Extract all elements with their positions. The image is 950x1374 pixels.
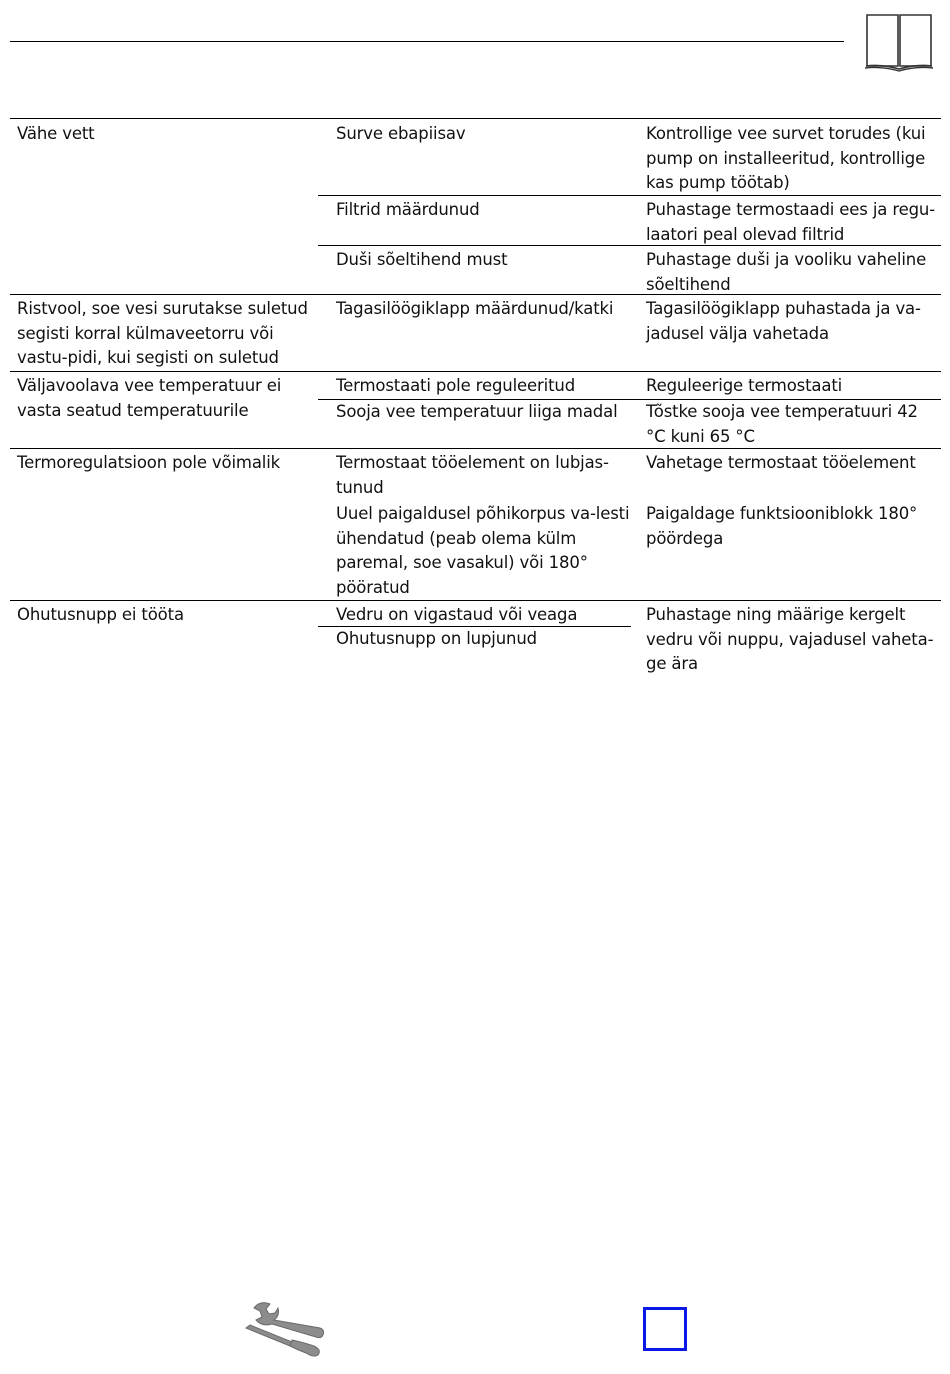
table-group [10,600,941,691]
cause-cell: Ohutusnupp on lupjunud [336,629,537,648]
header-rule [10,41,844,42]
table-group [10,448,941,600]
remedy-cell: Puhastage ning määrige kergelt vedru või nuppu, vajadusel vaheta-ge ära [646,605,934,674]
cause-cell: Uuel paigaldusel põhikorpus va-lesti ühendatud (peab olema külm paremal, soe vasakul) või 180° pööratud [336,504,630,597]
remedy-cell: Puhastage termostaadi ees ja regu-laatori peal olevad filtrid [646,200,936,244]
cause-cell: Sooja vee temperatuur liiga madal [336,402,618,421]
remedy-cell: Reguleerige termostaati [646,376,843,395]
troubleshooting-table [10,118,941,691]
problem-cell: Termoregulatsioon pole võimalik [17,453,281,472]
row-divider [318,195,941,196]
remedy-cell: Puhastage duši ja vooliku vaheline sõeltihend [646,250,927,294]
problem-cell: Vähe vett [17,124,95,143]
wrench-screwdriver-icon [242,1300,326,1358]
remedy-cell: Kontrollige vee survet torudes (kui pump on installeeritud, kontrollige kas pump töötab) [646,124,926,193]
problem-cell: Ristvool, soe vesi surutakse suletud segisti korral külmaveetorru või vastu-pidi, kui segisti on suletud [17,299,308,368]
table-group [10,118,941,294]
table-group [10,294,941,371]
open-book-icon [864,12,934,72]
cause-cell: Vedru on vigastaud või veaga [336,605,578,624]
cause-cell: Termostaat tööelement on lubjas-tunud [336,453,609,497]
cause-cell: Filtrid määrdunud [336,200,480,219]
remedy-cell: Tõstke sooja vee temperatuuri 42 °C kuni 65 °C [646,402,918,446]
remedy-cell: Tagasilöögiklapp puhastada ja va-jadusel välja vahetada [646,299,921,343]
cause-cell: Duši sõeltihend must [336,250,508,269]
table-group [10,371,941,448]
cause-cell: Termostaati pole reguleeritud [336,376,576,395]
cause-cell: Surve ebapiisav [336,124,466,143]
blue-square-icon [643,1307,687,1351]
remedy-cell: Vahetage termostaat tööelement [646,453,916,472]
problem-cell: Ohutusnupp ei tööta [17,605,184,624]
remedy-cell: Paigaldage funktsiooniblokk 180° pöördega [646,504,918,548]
problem-cell: Väljavoolava vee temperatuur ei vasta seatud temperatuurile [17,376,282,420]
row-divider [318,245,941,246]
cause-cell: Tagasilöögiklapp määrdunud/katki [336,299,614,318]
